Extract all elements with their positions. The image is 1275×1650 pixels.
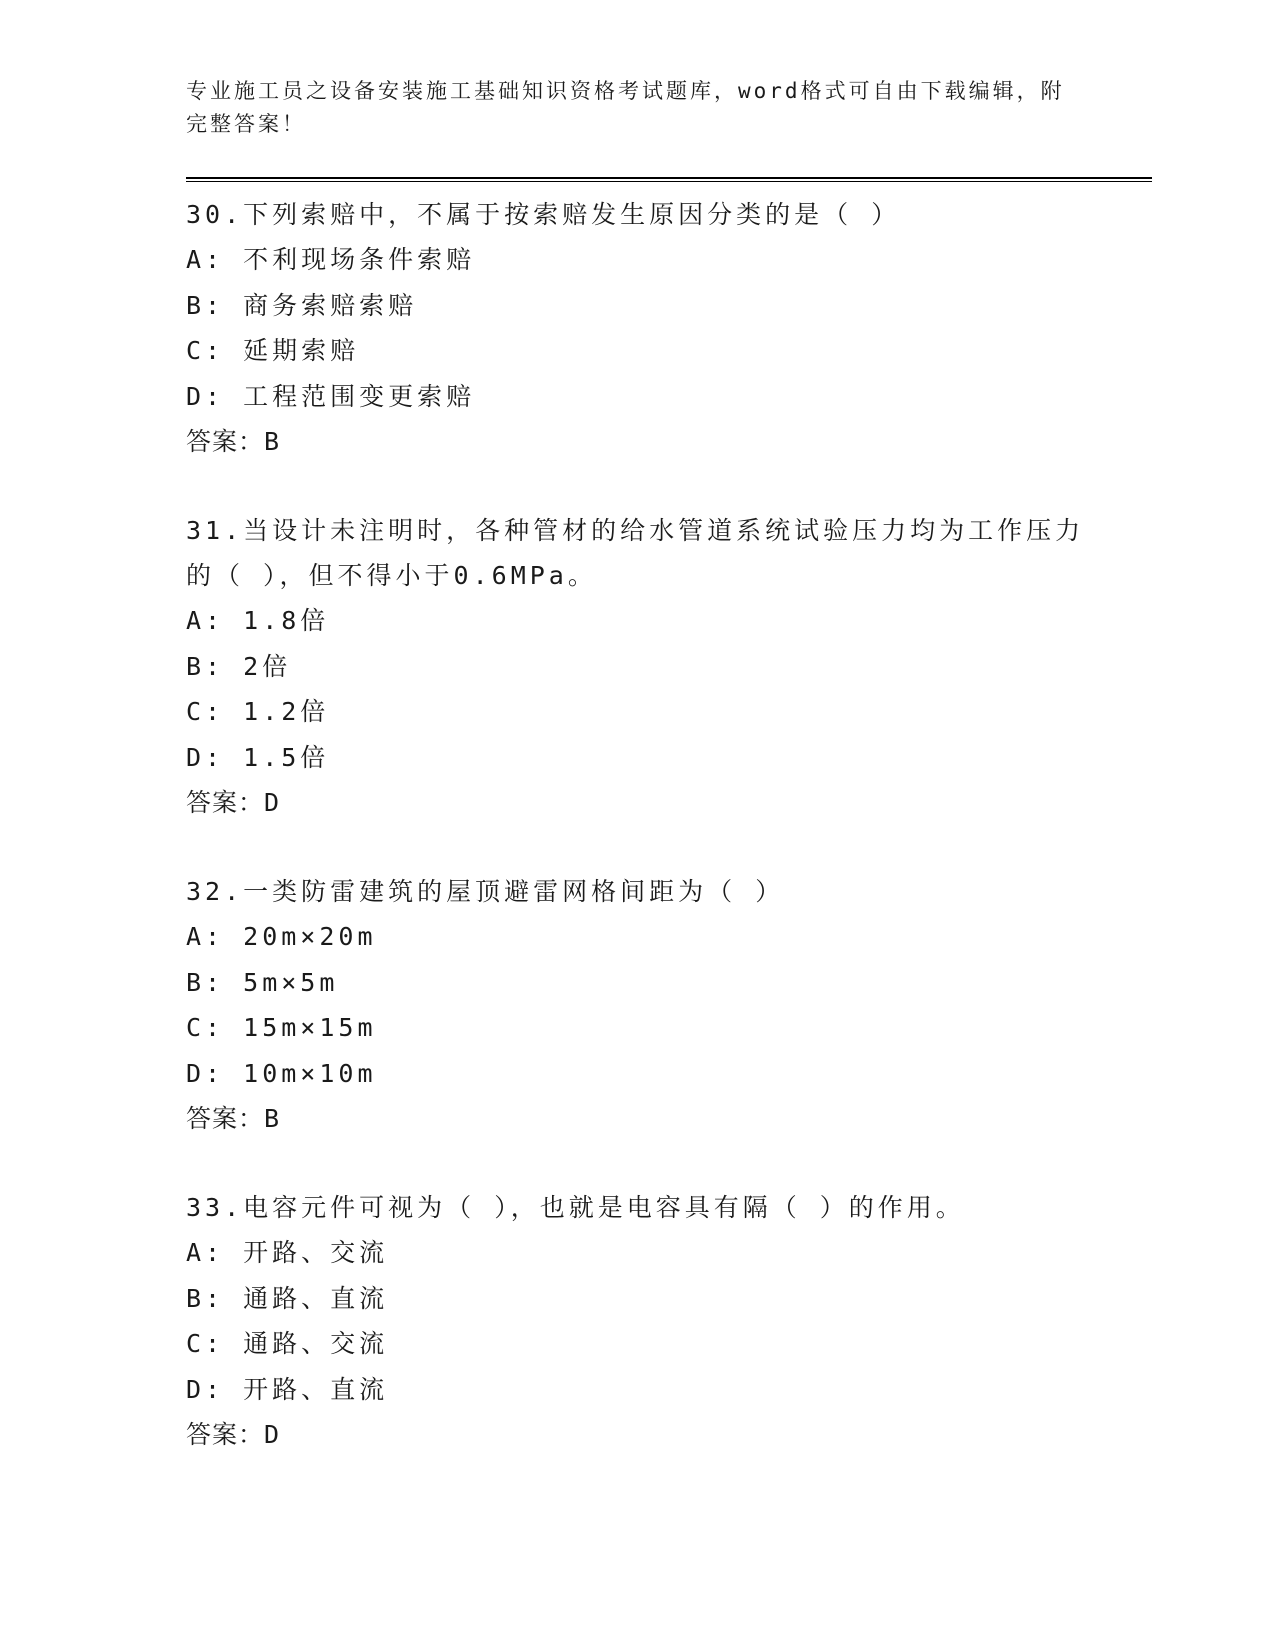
answer-label: 答案：B	[186, 427, 281, 456]
header-divider	[186, 177, 1152, 182]
question-32	[186, 869, 1146, 1142]
option-a: A: 1.8倍	[186, 606, 330, 635]
option-d: D: 1.5倍	[186, 742, 330, 772]
option-c: C: 15m×15m	[186, 1013, 377, 1042]
option-d: D: 工程范围变更索赔	[186, 381, 476, 411]
option-b: B: 商务索赔索赔	[186, 290, 418, 320]
answer-label: 答案：D	[186, 1420, 281, 1449]
option-b: B: 通路、直流	[186, 1283, 389, 1313]
option-c: C: 延期索赔	[186, 336, 360, 365]
option-d: D: 开路、直流	[186, 1374, 389, 1404]
option-b: B: 2倍	[186, 651, 292, 681]
question-list	[186, 192, 1146, 1458]
option-a: A: 20m×20m	[186, 922, 377, 951]
document-page	[186, 0, 1146, 1501]
question-31	[186, 508, 1146, 826]
document-intro: 专业施工员之设备安装施工基础知识资格考试题库，word格式可自由下载编辑，附完整答案！	[186, 79, 1065, 136]
question-stem: 30.下列索赔中，不属于按索赔发生原因分类的是（ ）	[186, 200, 901, 229]
option-a: A: 开路、交流	[186, 1238, 389, 1267]
option-a: A: 不利现场条件索赔	[186, 245, 476, 274]
answer-label: 答案：D	[186, 788, 281, 817]
option-b: B: 5m×5m	[186, 967, 339, 997]
question-30	[186, 192, 1146, 465]
question-stem: 31.当设计未注明时，各种管材的给水管道系统试验压力均为工作压力的（ ），但不得小于0.6MPa。	[186, 516, 1085, 590]
option-c: C: 通路、交流	[186, 1329, 389, 1358]
question-stem: 33.电容元件可视为（ ），也就是电容具有隔（ ）的作用。	[186, 1193, 965, 1222]
option-c: C: 1.2倍	[186, 697, 330, 726]
option-d: D: 10m×10m	[186, 1058, 377, 1088]
question-33	[186, 1185, 1146, 1458]
question-stem: 32.一类防雷建筑的屋顶避雷网格间距为（ ）	[186, 877, 785, 906]
answer-label: 答案：B	[186, 1104, 281, 1133]
